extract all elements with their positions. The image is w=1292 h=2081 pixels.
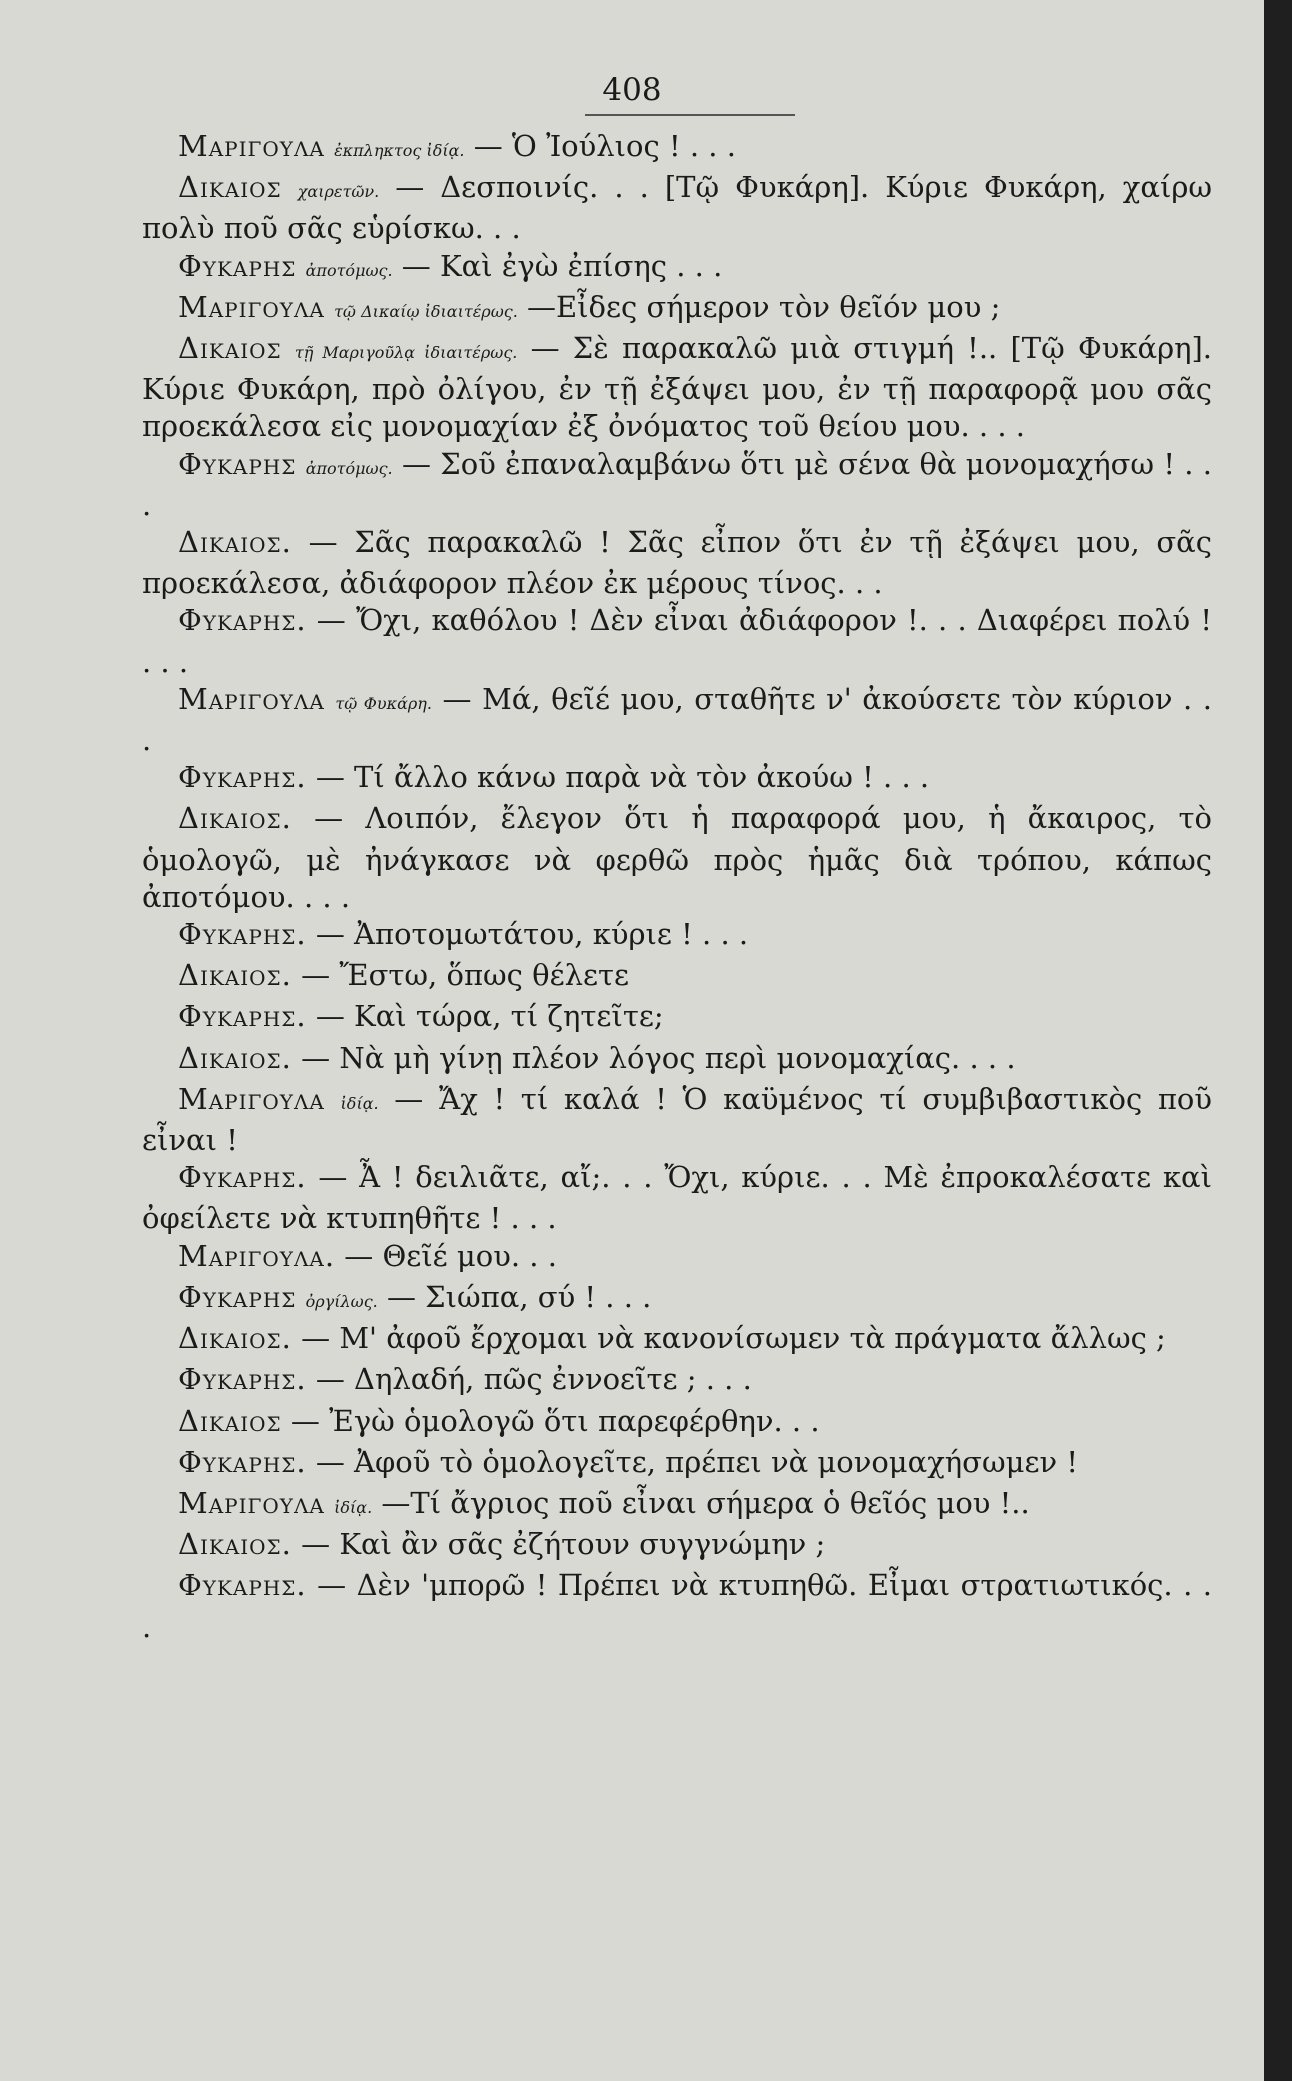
speech-text: — Σοῦ ἐπαναλαμβάνω ὅτι μὲ σένα θὰ μονομαχήσω ! . . . — [142, 446, 1213, 522]
speaker-name: Φυκαρης — [178, 248, 297, 283]
speech-text: — Λοιπόν, ἔλεγον ὅτι ἡ παραφορά μου, ἡ ἄκαιρος, τὸ ὁμολογῶ, μὲ ἠνάγκασε νὰ φερθῶ πρὸς ἡμᾶς διὰ τρόπου, κάπως ἀποτόμου. . . . — [142, 801, 1212, 914]
speaker-name: Δικαιος — [178, 1403, 282, 1438]
dialogue-line — [142, 800, 1212, 916]
dialogue-line — [142, 957, 1212, 998]
speech-text: — Μά, θεῖέ μου, σταθῆτε ν' ἀκούσετε τὸν κύριον . . . — [142, 681, 1213, 758]
speaker-name: Φυκαρης. — [178, 1160, 307, 1195]
speech-text: — Ὁ Ἰούλιος ! . . . — [473, 129, 736, 163]
speaker-name: Φυκαρης — [178, 446, 297, 481]
speech-text: — Νὰ μὴ γίνῃ πλέον λόγος περὶ μονομαχίας. . . . — [301, 1040, 1016, 1075]
speaker-name: Φυκαρης. — [178, 760, 307, 795]
speaker-name: Μαριγουλα. — [178, 1238, 336, 1273]
stage-direction: ἰδίᾳ. — [340, 1093, 379, 1113]
speaker-name: Φυκαρης. — [178, 999, 307, 1034]
stage-direction: τῷ Δικαίῳ ἰδιαιτέρως. — [334, 301, 518, 321]
speaker-name: Δικαιος — [178, 170, 282, 205]
dialogue-line — [142, 1238, 1212, 1279]
dialogue-line — [142, 681, 1212, 759]
dialogue-text — [142, 128, 1212, 1646]
dialogue-line — [142, 759, 1212, 800]
speech-text: — Ἀφοῦ τὸ ὁμολογεῖτε, πρέπει νὰ μονομαχήσωμεν ! — [315, 1444, 1078, 1479]
dialogue-line — [142, 169, 1212, 247]
dialogue-line — [142, 1279, 1212, 1320]
speaker-name: Δικαιος. — [178, 1321, 292, 1356]
speech-text: — Καὶ ἐγὼ ἐπίσης . . . — [401, 248, 723, 283]
speech-text: — Ὄχι, καθόλου ! Δὲν εἶναι ἀδιάφορον !. . . Διαφέρει πολύ ! . . . — [142, 603, 1212, 679]
stage-direction: ἀποτόμως. — [305, 260, 393, 280]
speech-text: — Σᾶς παρακαλῶ ! Σᾶς εἶπον ὅτι ἐν τῇ ἐξάψει μου, σᾶς προεκάλεσα, ἀδιάφορον πλέον ἐκ μέρους τίνος. . . — [142, 525, 1213, 601]
dialogue-line — [142, 916, 1212, 957]
speaker-name: Μαριγουλα — [178, 129, 325, 163]
dialogue-line — [142, 1403, 1212, 1444]
speech-text: — Σὲ παρακαλῶ μιὰ στιγμή !.. [Τῷ Φυκάρη]. Κύριε Φυκάρη, πρὸ ὀλίγου, ἐν τῇ ἐξάψει μου, ἐν τῇ παραφορᾷ μου σᾶς προεκάλεσα εἰς μονομαχίαν ἐξ ὀνόματος τοῦ θείου μου. . . . — [142, 331, 1213, 444]
speaker-name: Φυκαρης. — [178, 917, 307, 952]
dialogue-line — [142, 524, 1212, 602]
speaker-name: Μαριγουλα — [178, 1081, 325, 1116]
speaker-name: Δικαιος. — [178, 1527, 292, 1562]
dialogue-line — [142, 1567, 1212, 1645]
speech-text: — Ἐγὼ ὁμολογῶ ὅτι παρεφέρθην. . . — [290, 1403, 820, 1438]
page-number: 408 — [602, 72, 662, 108]
speech-text: — Σιώπα, σύ ! . . . — [386, 1279, 652, 1314]
dialogue-line — [142, 330, 1212, 446]
speech-text: —Εἶδες σήμερον τὸν θεῖόν μου ; — [527, 289, 1001, 324]
speech-text: — Ἀποτομωτάτου, κύριε ! . . . — [315, 917, 749, 952]
dialogue-line — [142, 289, 1212, 330]
speaker-name: Δικαιος. — [178, 958, 292, 993]
page-edge-shadow — [1264, 0, 1292, 2081]
speaker-name: Μαριγουλα — [178, 289, 325, 324]
dialogue-line — [142, 446, 1212, 524]
speaker-name: Φυκαρης. — [178, 603, 307, 638]
page-number-rule — [585, 114, 795, 116]
speech-text: — Θεῖέ μου. . . — [344, 1238, 557, 1273]
speaker-name: Δικαιος. — [178, 1040, 292, 1075]
dialogue-line — [142, 1444, 1212, 1485]
speech-text: — Ἄχ ! τί καλά ! Ὁ καϋμένος τί συμβιβαστικὸς ποῦ εἶναι ! — [142, 1081, 1213, 1158]
speaker-name: Μαριγουλα — [178, 681, 325, 716]
speech-text: — Δηλαδή, πῶς ἐννοεῖτε ; . . . — [315, 1362, 752, 1397]
dialogue-line — [142, 1526, 1212, 1567]
dialogue-line — [142, 602, 1212, 680]
dialogue-line — [142, 998, 1212, 1039]
speaker-name: Φυκαρης. — [178, 1444, 307, 1479]
speech-text: — Τί ἄλλο κάνω παρὰ νὰ τὸν ἀκούω ! . . . — [315, 760, 930, 795]
stage-direction: χαιρετῶν. — [297, 182, 380, 202]
speech-text: — Δεσποινίς. . . [Τῷ Φυκάρη]. Κύριε Φυκάρη, χαίρω πολὺ ποῦ σᾶς εὑρίσκω. . . — [142, 170, 1213, 246]
stage-direction: τῷ Φυκάρη. — [335, 693, 432, 713]
speech-text: — Καὶ ἂν σᾶς ἐζήτουν συγγνώμην ; — [301, 1527, 826, 1562]
stage-direction: ἐκπληκτος ἰδίᾳ. — [334, 141, 465, 160]
speaker-name: Δικαιος — [178, 331, 282, 366]
dialogue-line — [142, 1320, 1212, 1361]
speaker-name: Φυκαρης — [178, 1279, 297, 1314]
speech-text: — Ἆ ! δειλιᾶτε, αἴ;. . . Ὄχι, κύριε. . . Μὲ ἐπροκαλέσατε καὶ ὀφείλετε νὰ κτυπηθῆτε ! . . . — [142, 1160, 1212, 1236]
stage-direction: ἰδίᾳ. — [334, 1497, 373, 1517]
dialogue-line — [142, 1485, 1212, 1526]
speaker-name: Φυκαρης. — [178, 1568, 307, 1603]
speech-text: — Καὶ τώρα, τί ζητεῖτε; — [315, 999, 664, 1034]
dialogue-line — [142, 248, 1212, 289]
speech-text: — Δὲν 'μπορῶ ! Πρέπει νὰ κτυπηθῶ. Εἶμαι στρατιωτικός. . . . — [142, 1568, 1212, 1644]
speech-text: —Τί ἄγριος ποῦ εἶναι σήμερα ὁ θεῖός μου !.. — [381, 1485, 1030, 1520]
dialogue-line — [142, 128, 1212, 169]
speech-text: — Ἔστω, ὅπως θέλετε — [301, 958, 630, 993]
speaker-name: Δικαιος. — [178, 801, 292, 836]
stage-direction: ἀποτόμως. — [305, 458, 393, 478]
speech-text: — Μ' ἀφοῦ ἔρχομαι νὰ κανονίσωμεν τὰ πράγματα ἄλλως ; — [301, 1321, 1166, 1356]
dialogue-line — [142, 1159, 1212, 1237]
dialogue-line — [142, 1040, 1212, 1081]
dialogue-line — [142, 1081, 1212, 1159]
speaker-name: Φυκαρης. — [178, 1362, 307, 1397]
stage-direction: ὀργίλως. — [305, 1291, 378, 1311]
dialogue-line — [142, 1361, 1212, 1402]
speaker-name: Δικαιος. — [178, 525, 292, 560]
stage-direction: τῇ Μαριγοῦλᾳ ἰδιαιτέρως. — [294, 343, 518, 363]
speaker-name: Μαριγουλα — [178, 1485, 325, 1520]
